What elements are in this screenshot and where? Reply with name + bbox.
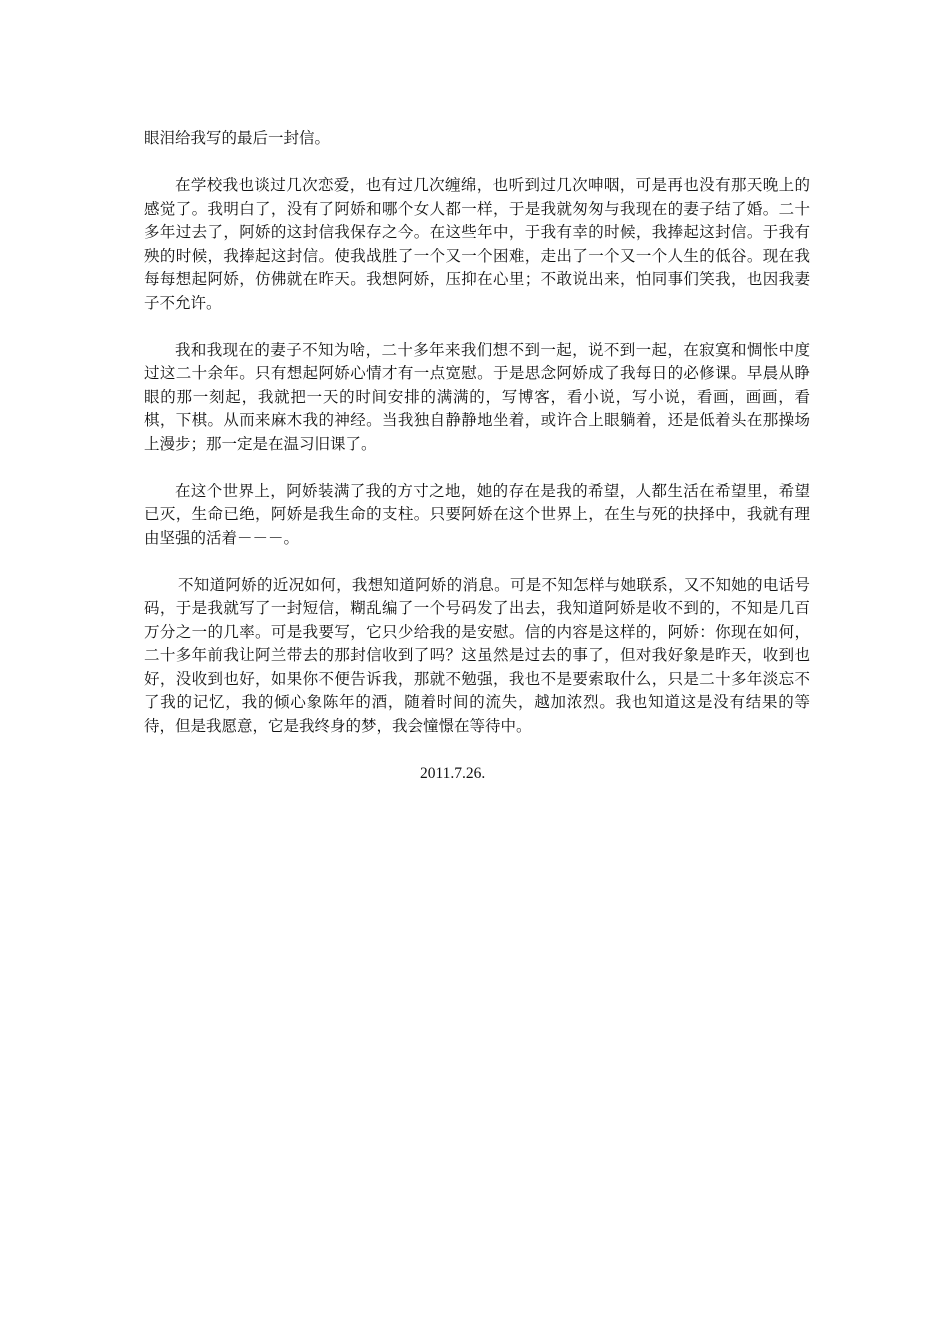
- paragraph: 我和我现在的妻子不知为啥，二十多年来我们想不到一起，说不到一起，在寂寞和惆怅中度过这二十余年。只有想起阿娇心情才有一点宽慰。于是思念阿娇成了我每日的必修课。早晨从睁眼的那一刻起，我就把一天的时间安排的满满的，写博客，看小说，写小说，看画，画画，看棋，下棋。从而来麻木我的神经。当我独自静静地坐着，或许合上眼躺着，还是低着头在那操场上漫步；那一定是在温习旧课了。: [144, 340, 810, 453]
- paragraph-gap: [144, 550, 810, 574]
- paragraph: 在这个世界上，阿娇装满了我的方寸之地，她的存在是我的希望，人都生活在希望里，希望已灭，生命已绝，阿娇是我生命的支柱。只要阿娇在这个世界上，在生与死的抉择中，我就有理由坚强的活着－－－。: [144, 481, 810, 547]
- paragraph-gap: [144, 315, 810, 339]
- paragraph-gap: [144, 738, 810, 762]
- paragraph: 在学校我也谈过几次恋爱，也有过几次缠绵，也听到过几次呻咽，可是再也没有那天晚上的感觉了。我明白了，没有了阿娇和哪个女人都一样，于是我就匆匆与我现在的妻子结了婚。二十多年过去了，阿娇的这封信我保存之今。在这些年中，于我有幸的时候，我捧起这封信。于我有殃的时候，我捧起这封信。使我战胜了一个又一个困难，走出了一个又一个人生的低谷。现在我每每想起阿娇，仿佛就在昨天。我想阿娇，压抑在心里；不敢说出来，怕同事们笑我，也因我妻子不允许。: [144, 176, 810, 312]
- document-date: 2011.7.26.: [420, 764, 486, 782]
- paragraph-gap: [144, 456, 810, 480]
- document-body: [144, 127, 810, 785]
- paragraph-gap: [144, 151, 810, 175]
- paragraph: 不知道阿娇的近况如何，我想知道阿娇的消息。可是不知怎样与她联系，又不知她的电话号码，于是我就写了一封短信，糊乱编了一个号码发了出去，我知道阿娇是收不到的，不知是几百万分之一的几率。可是我要写，它只少给我的是安慰。信的内容是这样的，阿娇：你现在如何，二十多年前我让阿兰带去的那封信收到了吗？这虽然是过去的事了，但对我好象是昨天，收到也好，没收到也好，如果你不便告诉我，那就不勉强，我也不是要索取什么，只是二十多年淡忘不了我的记忆，我的倾心象陈年的酒，随着时间的流失，越加浓烈。我也知道这是没有结果的等待，但是我愿意，它是我终身的梦，我会憧憬在等待中。: [144, 575, 810, 735]
- paragraph-continuation: 眼泪给我写的最后一封信。: [144, 129, 331, 147]
